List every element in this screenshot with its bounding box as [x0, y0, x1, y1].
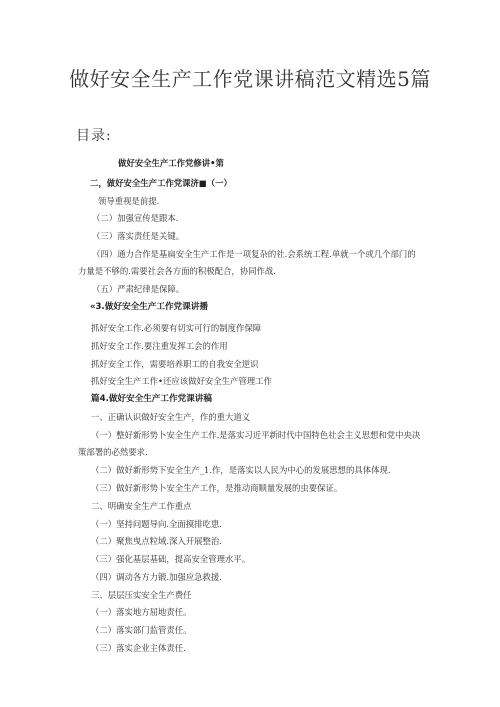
toc-item: （一）坚持问题导向.全面摸排吃患. — [91, 519, 222, 529]
toc-item: 三、层层压实安全生产费任 — [91, 590, 192, 600]
toc-item: （四）通力合作是基扁安全生产工作是一项复杂的社.会系统工程.单就一个或几个部门的 — [92, 249, 416, 259]
toc-item: 抓好安全工作，需要培养职工的自我安全逆识 — [91, 359, 259, 369]
toc-item: （五）严肃纪律是保障。 — [92, 284, 185, 294]
toc-item: 抓好安全工作.要注重发挥工会的作用 — [91, 341, 228, 351]
toc-item: 领导重视是前提. — [98, 196, 160, 206]
toc-item: （三）落实责任是关键。 — [92, 231, 185, 241]
toc-item: 一、正确认识做好安全生产，作的重大道义 — [91, 412, 251, 422]
toc-item: 二、明确安全生产工作重点 — [91, 501, 192, 511]
toc-label: 目录: — [76, 128, 112, 144]
toc-item: （二）做好新形势下安全生产_1.作，是落实以人民为中心的发展思想的具体体现. — [91, 465, 391, 475]
toc-item: 抓好安全生产工作•还应该做好安全生产管理工作 — [91, 376, 272, 386]
toc-item: （四）调动各方力锻.加强应急救援. — [91, 572, 222, 582]
toc-item: （三）强化基层基础，提高安全管理水平。 — [91, 554, 251, 564]
toc-item: 抓好安全工作.必须要有切实可行的制度作保障 — [91, 323, 262, 333]
toc-item: （三）落实企业主体责任. — [91, 643, 186, 653]
toc-item: （一）落实地方屈地责任。 — [91, 607, 192, 617]
toc-item: （一）整好新形势卜安全生产工作.是落实习近平新时代中国特色社会主义思想和党中央决 — [91, 430, 421, 440]
toc-item: （二）落实部门监管责任。 — [91, 625, 192, 635]
toc-item: （二）聚焦曳点粒域.深入开展整治. — [91, 536, 222, 546]
toc-entry-3: «3.做好安全生产工作党课讲播 — [90, 302, 208, 312]
toc-item: （三）做好新形势卜安全生产工作，是推动商顺量发展的虫要保证。 — [91, 483, 343, 493]
toc-item-continuation: 力量是不够的.需要社会各方面的积极配合，协同作战. — [78, 266, 276, 276]
toc-item: （二）加强宣传是跟本. — [92, 213, 179, 223]
document-title: 做好安全生产工作党课讲稿范文精选5篇 — [69, 67, 431, 91]
toc-entry-2: 二，做好安全生产工作党课济■（一） — [90, 178, 232, 188]
toc-entry-1: 做好安全生产工作党修讲•第 — [118, 158, 224, 168]
toc-entry-4: 篇4.做好安全生产工作党课讲稿 — [91, 394, 212, 404]
toc-item-continuation: 策部署的必然要求. — [78, 447, 148, 457]
